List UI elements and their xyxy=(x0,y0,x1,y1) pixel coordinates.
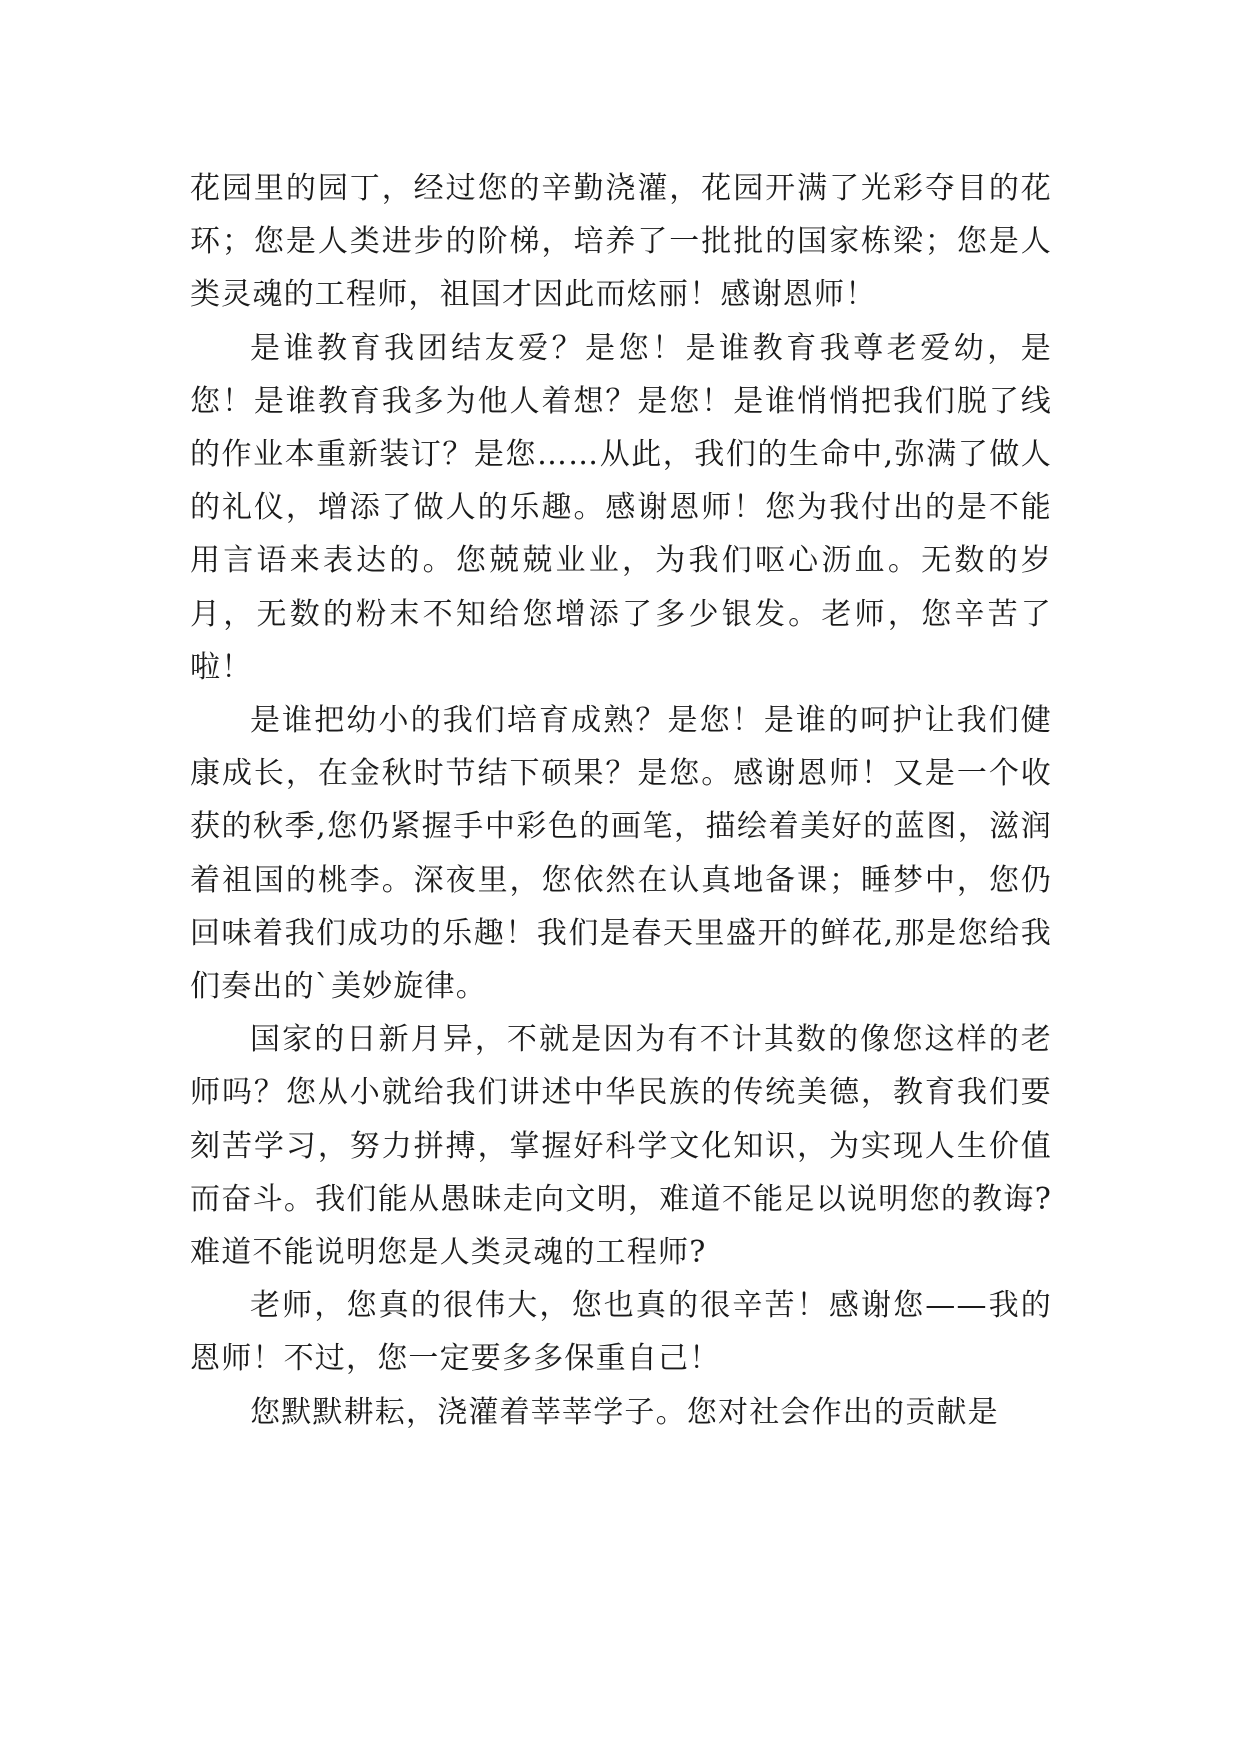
paragraph-5: 老师，您真的很伟大，您也真的很辛苦！感谢您——我的恩师！不过，您一定要多多保重自己！ xyxy=(190,1288,1052,1377)
paragraph-6: 您默默耕耘，浇灌着莘莘学子。您对社会作出的贡献是 xyxy=(250,1394,999,1430)
paragraph-3: 是谁把幼小的我们培育成熟？是您！是谁的呵护让我们健康成长，在金秋时节结下硕果？是您。感谢恩师！又是一个收获的秋季,您仍紧握手中彩色的画笔，描绘着美好的蓝图，滋润着祖国的桃李。深夜里，您依然在认真地备课；睡梦中，您仍回味着我们成功的乐趣！我们是春天里盛开的鲜花,那是您给我们奏出的`美妙旋律。 xyxy=(190,703,1052,1005)
document-body xyxy=(190,162,1052,1439)
paragraph-1: 花园里的园丁，经过您的辛勤浇灌，花园开满了光彩夺目的花环；您是人类进步的阶梯，培养了一批批的国家栋梁；您是人类灵魂的工程师，祖国才因此而炫丽！感谢恩师！ xyxy=(190,171,1052,313)
paragraph-2: 是谁教育我团结友爱？是您！是谁教育我尊老爱幼，是您！是谁教育我多为他人着想？是您！是谁悄悄把我们脱了线的作业本重新装订？是您……从此，我们的生命中,弥满了做人的礼仪，增添了做人的乐趣。感谢恩师！您为我付出的是不能用言语来表达的。您兢兢业业，为我们呕心沥血。无数的岁月，无数的粉末不知给您增添了多少银发。老师，您辛苦了啦！ xyxy=(190,330,1052,685)
paragraph-4: 国家的日新月异，不就是因为有不计其数的像您这样的老师吗？您从小就给我们讲述中华民族的传统美德，教育我们要刻苦学习，努力拼搏，掌握好科学文化知识，为实现人生价值而奋斗。我们能从愚昧走向文明，难道不能足以说明您的教诲?难道不能说明您是人类灵魂的工程师? xyxy=(190,1022,1052,1271)
